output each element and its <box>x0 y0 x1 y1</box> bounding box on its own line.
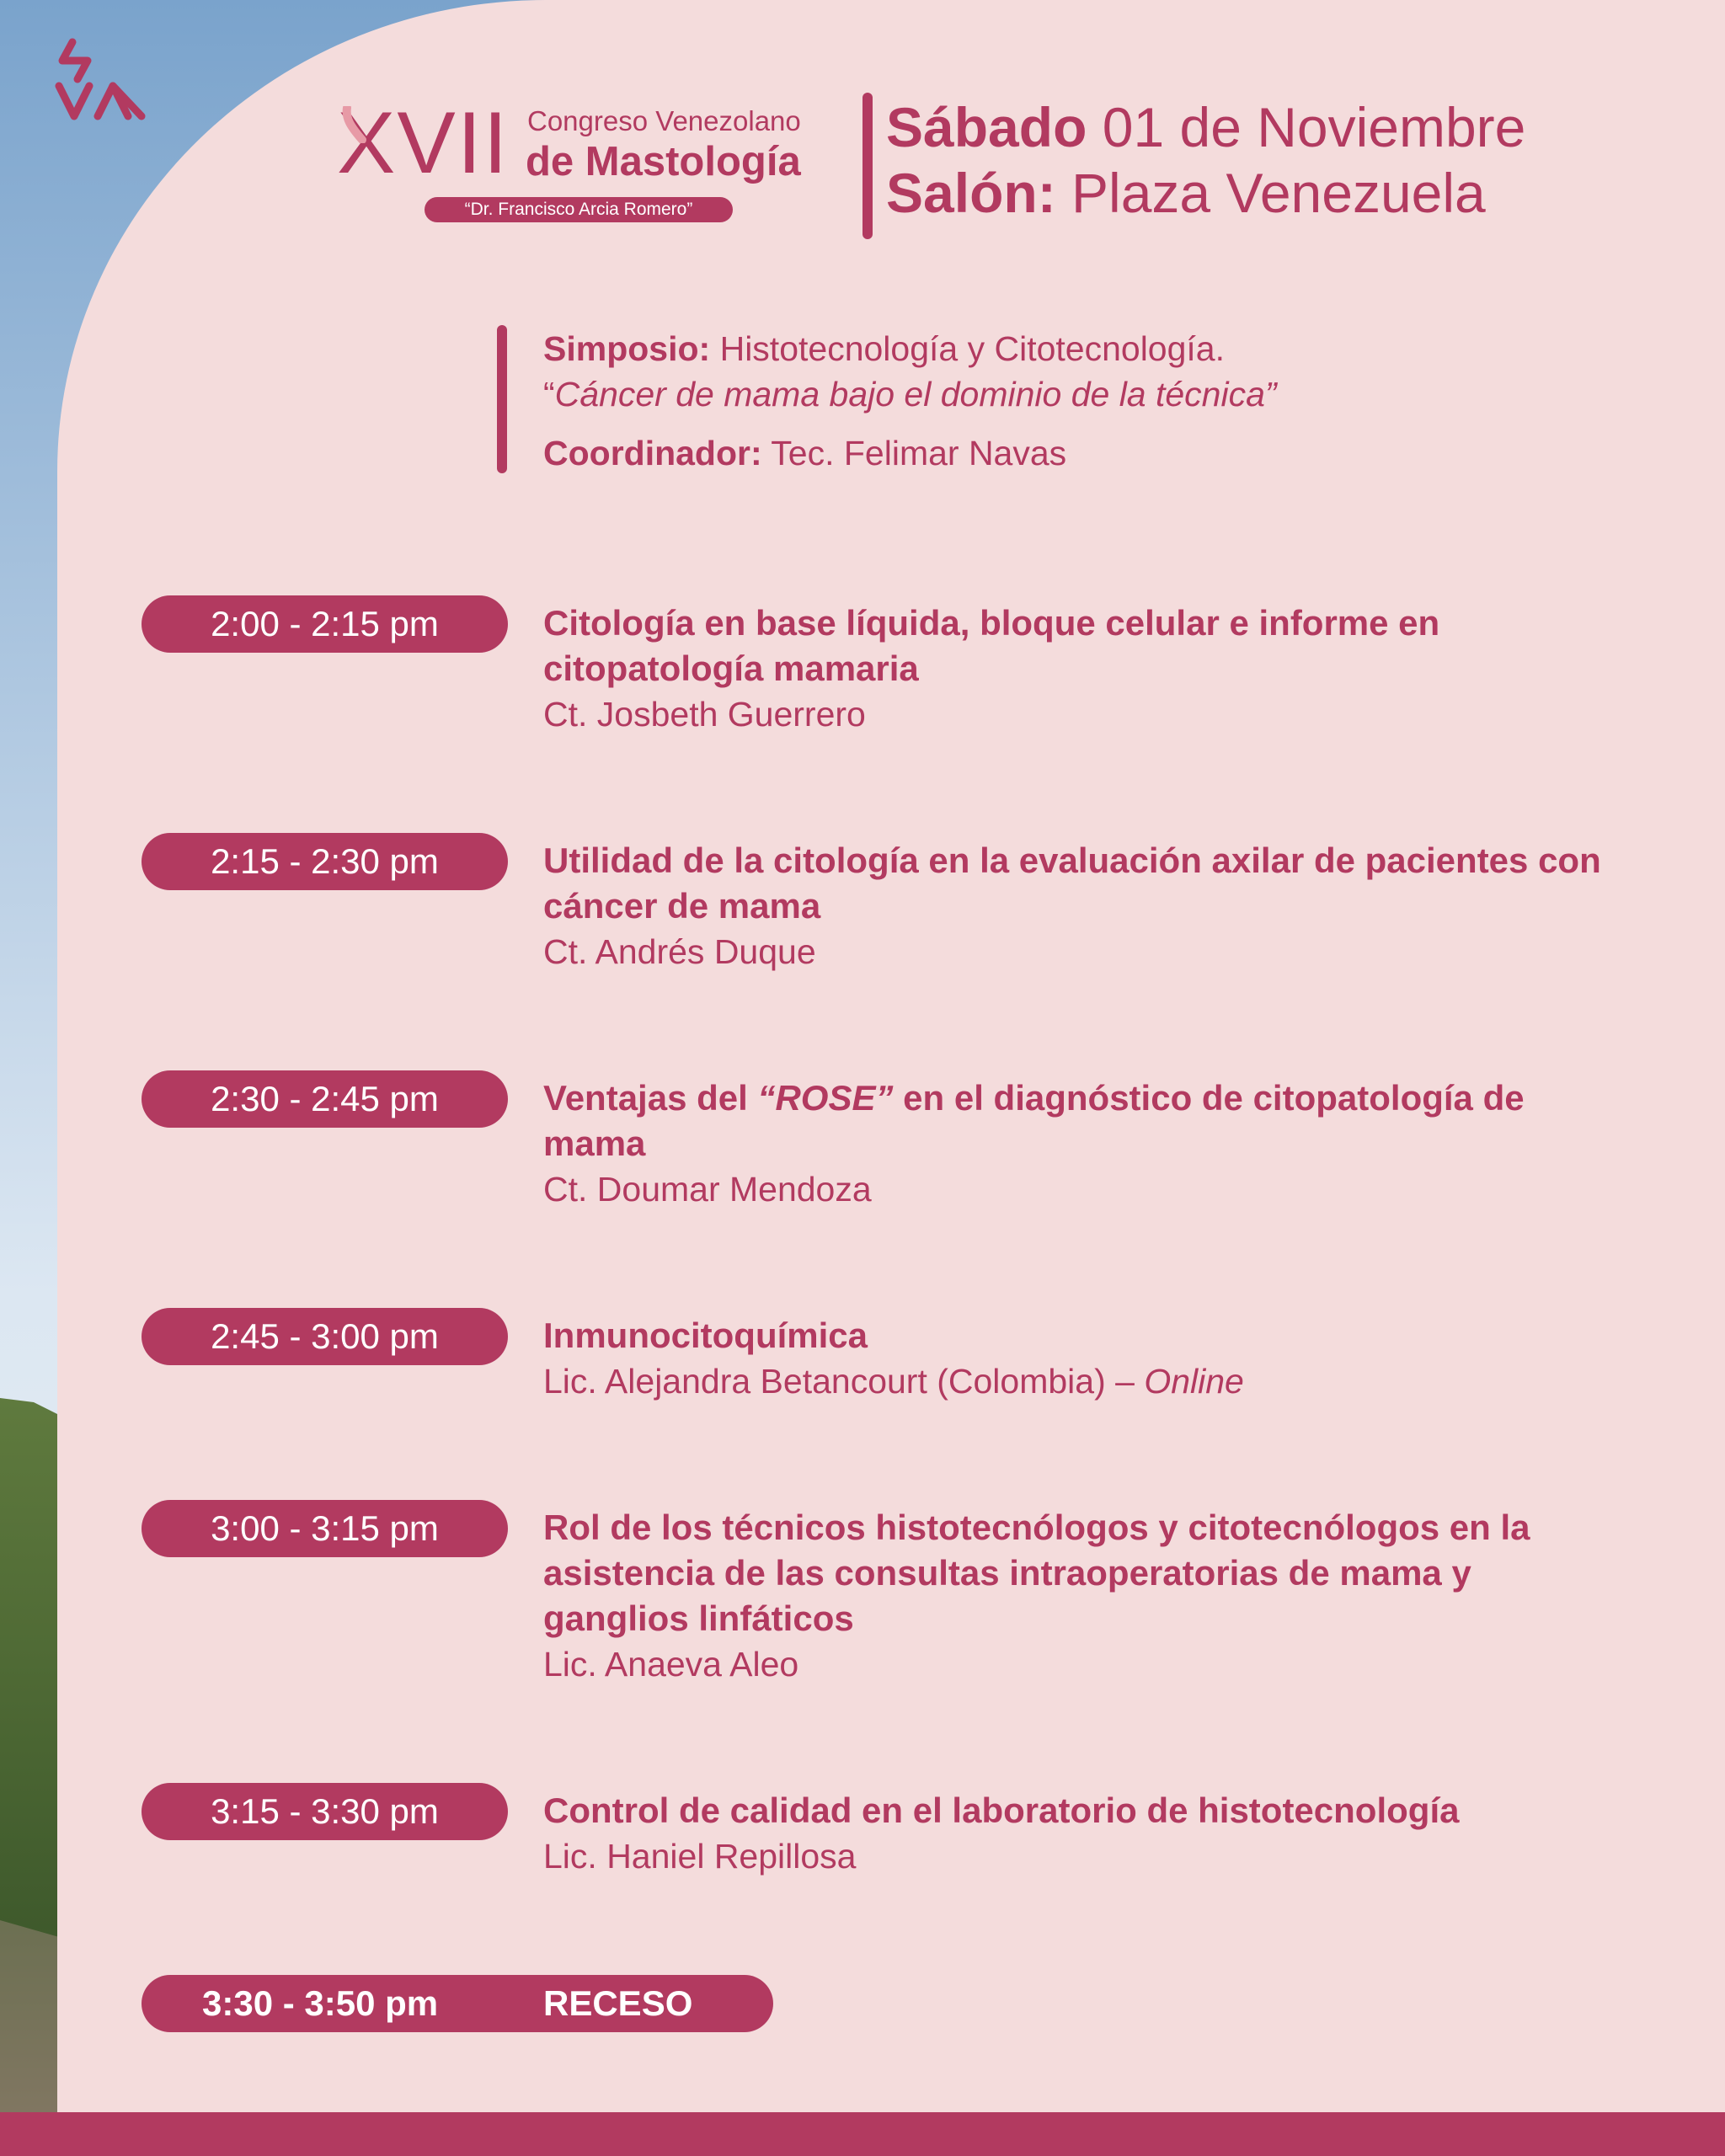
congress-numeral: XVII <box>337 94 510 192</box>
time-pill: 2:00 - 2:15 pm <box>142 595 508 653</box>
time-pill: 2:45 - 3:00 pm <box>142 1308 508 1365</box>
talk-title-em: “ROSE” <box>757 1078 894 1118</box>
talk-title: Citología en base líquida, bloque celular e informe en citopatología mamaria <box>543 603 1440 688</box>
schedule-item <box>543 600 1605 737</box>
talk-title: Rol de los técnicos histotecnólogos y citotecnólogos en la asistencia de las consultas intraoperatorias de mama y ganglios linfáticos <box>543 1508 1530 1638</box>
talk-speaker: Ct. Andrés Duque <box>543 932 816 971</box>
talk-title <box>543 1075 1605 1166</box>
symposium-divider <box>497 325 507 473</box>
time-pill: 3:15 - 3:30 pm <box>142 1783 508 1840</box>
ribbon-accent-icon <box>342 106 367 143</box>
speaker-name: Lic. Alejandra Betancourt (Colombia) – <box>543 1362 1145 1401</box>
time-pill: 2:30 - 2:45 pm <box>142 1070 508 1128</box>
footer-bar <box>0 2112 1725 2156</box>
talk-title: Inmunocitoquímica <box>543 1315 868 1355</box>
symposium-line <box>543 327 1225 371</box>
talk-title: Control de calidad en el laboratorio de histotecnología <box>543 1790 1460 1830</box>
schedule-item <box>543 1788 1605 1879</box>
recess-pill <box>142 1975 773 2032</box>
event-date <box>886 94 1525 160</box>
coordinator-name: Tec. Felimar Navas <box>771 434 1067 472</box>
symposium-subtitle <box>543 372 1277 416</box>
speaker-mode: Online <box>1144 1362 1244 1401</box>
header-divider <box>862 93 873 239</box>
talk-speaker <box>543 1358 1605 1404</box>
congress-name-line1: Congreso Venezolano <box>527 105 801 136</box>
time-pill: 2:15 - 2:30 pm <box>142 833 508 890</box>
time-pill: 3:00 - 3:15 pm <box>142 1500 508 1557</box>
room-label: Salón: <box>886 162 1056 224</box>
quote-open: “ <box>543 375 555 414</box>
recess-time: 3:30 - 3:50 pm <box>202 1983 439 2023</box>
talk-title-post: en el diagnóstico de citopatología de mama <box>543 1078 1525 1163</box>
symposium-topic: Histotecnología y Citotecnología. <box>719 329 1225 368</box>
schedule-item <box>543 1075 1605 1212</box>
talk-speaker: Lic. Anaeva Aleo <box>543 1645 799 1684</box>
day-label: Sábado <box>886 96 1087 158</box>
event-room <box>886 160 1486 226</box>
room-text: Plaza Venezuela <box>1071 162 1486 224</box>
schedule-item <box>543 1313 1605 1404</box>
talk-speaker: Ct. Josbeth Guerrero <box>543 695 866 734</box>
date-text: 01 de Noviembre <box>1102 96 1526 158</box>
coordinator-label: Coordinador: <box>543 434 762 472</box>
talk-speaker: Lic. Haniel Repillosa <box>543 1837 857 1876</box>
symposium-label: Simposio: <box>543 329 711 368</box>
honoree-badge: “Dr. Francisco Arcia Romero” <box>425 197 733 222</box>
congress-name-line2: de Mastología <box>526 139 801 184</box>
talk-title-pre: Ventajas del <box>543 1078 758 1118</box>
schedule-item <box>543 1505 1605 1687</box>
talk-title: Utilidad de la citología en la evaluación axilar de pacientes con cáncer de mama <box>543 841 1601 926</box>
recess-label: RECESO <box>543 1983 693 2023</box>
talk-speaker: Ct. Doumar Mendoza <box>543 1170 872 1209</box>
svm-logo-icon <box>54 35 153 128</box>
congress-title <box>337 94 825 226</box>
subtitle-text: Cáncer de mama bajo el dominio de la técnica” <box>554 375 1277 414</box>
schedule-item <box>543 838 1605 974</box>
coordinator-line <box>543 431 1066 475</box>
